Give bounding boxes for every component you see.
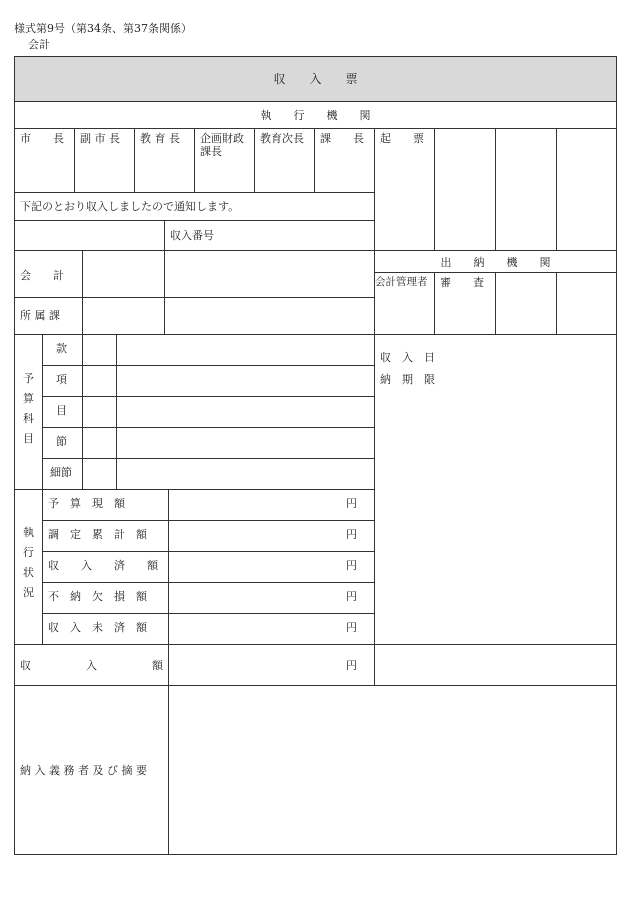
receipt-amount-yen: 円	[346, 659, 357, 672]
receipt-number-label: 収入番号	[170, 229, 214, 242]
execution-status-label: 執 行 状 況	[23, 526, 34, 599]
status-unreceived: 収 入 未 済 額	[48, 621, 147, 634]
status-yen-2: 円	[346, 559, 357, 572]
status-yen-1: 円	[346, 528, 357, 541]
status-assessed-total: 調 定 累 計 額	[48, 528, 147, 541]
approver-drafter: 起 票	[380, 132, 424, 145]
budget-item-saisetsu: 細節	[50, 466, 72, 479]
auditor-label: 審 査	[440, 276, 484, 289]
form-number: 様式第9号（第34条、第37条関係）	[14, 22, 192, 35]
due-date-label: 納 期 限	[380, 373, 435, 386]
receipt-form	[14, 56, 617, 855]
status-received: 収 入 済 額	[48, 559, 158, 572]
receipt-amount-label: 収 入 額	[20, 659, 163, 672]
approver-deputy-superintendent: 教育次長	[260, 132, 304, 145]
budget-item-kou: 項	[56, 373, 67, 386]
accounting-label: 会 計	[20, 269, 64, 282]
department-label: 所 属 課	[20, 309, 60, 322]
approver-deputy-mayor: 副 市 長	[80, 132, 120, 145]
approver-mayor: 市 長	[20, 132, 64, 145]
category-label: 会計	[28, 38, 50, 51]
form-title: 収 入 票	[273, 72, 358, 86]
payer-memo-label: 納 入 義 務 者 及 び 摘 要	[20, 764, 147, 777]
receipt-date-label: 収 入 日	[380, 351, 435, 364]
status-yen-0: 円	[346, 497, 357, 510]
status-deficit-loss: 不 納 欠 損 額	[48, 590, 147, 603]
status-yen-3: 円	[346, 590, 357, 603]
budget-item-moku: 目	[56, 404, 67, 417]
notice-text: 下記のとおり収入しましたので通知します。	[20, 200, 240, 213]
approver-superintendent: 教 育 長	[140, 132, 180, 145]
budget-item-kan: 款	[56, 342, 67, 355]
budget-subject-label: 予 算 科 目	[23, 372, 34, 445]
treasury-agency-label: 出 納 機 関	[440, 256, 551, 269]
status-budget-current: 予 算 現 額	[48, 497, 125, 510]
budget-item-setsu: 節	[56, 435, 67, 448]
status-yen-4: 円	[346, 621, 357, 634]
treasurer-label: 会計管理者	[375, 276, 428, 288]
executing-agency-label: 執 行 機 関	[260, 109, 371, 122]
approver-section-chief: 課 長	[320, 132, 364, 145]
approver-planning-finance: 企画財政 課長	[200, 132, 244, 158]
